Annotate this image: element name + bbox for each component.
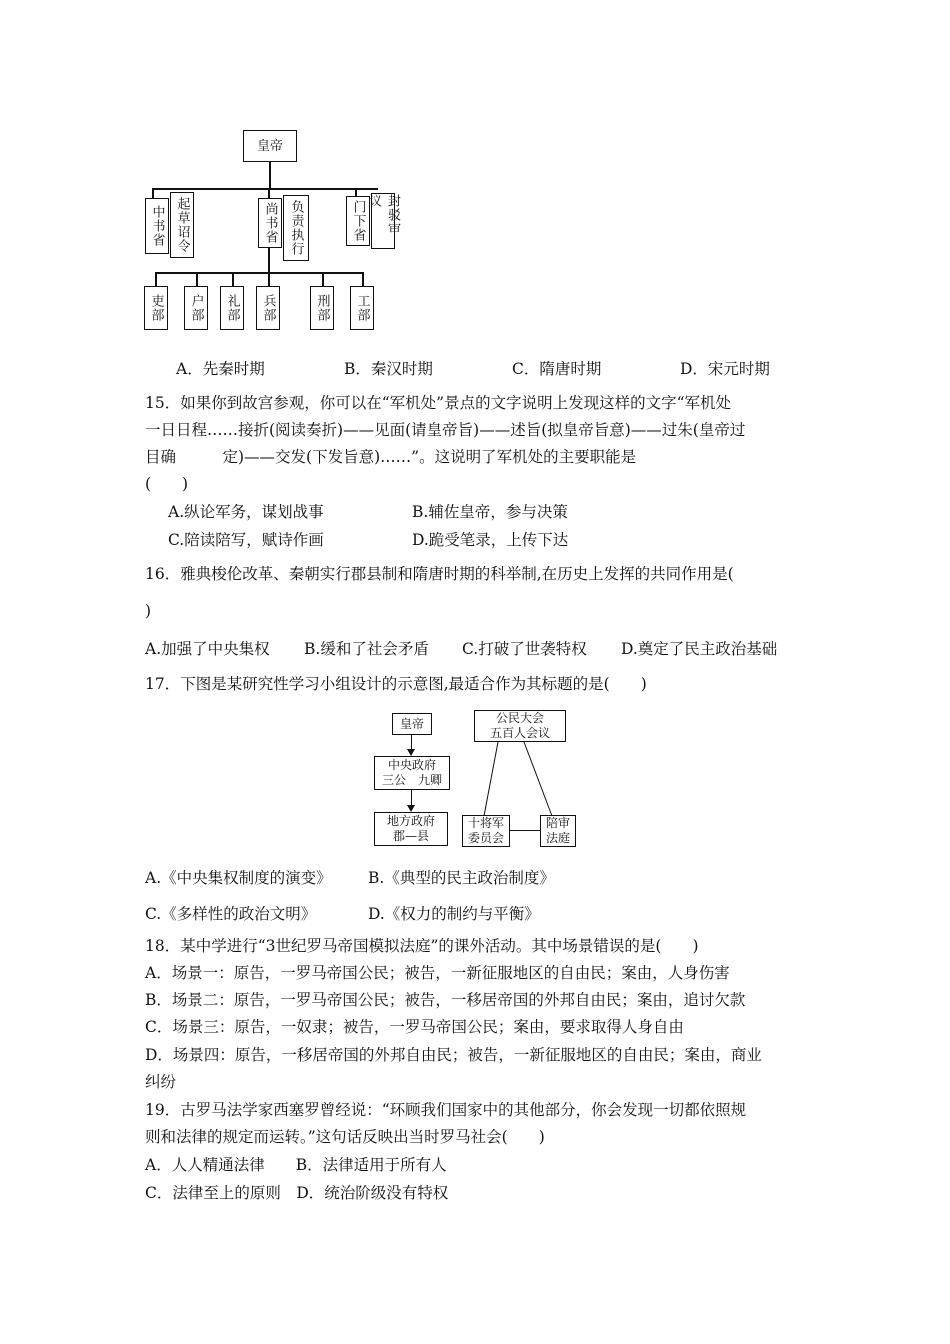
q19-options-row1: A．人人精通法律 B．法律适用于所有人 [145, 1156, 447, 1174]
q18-option-d-line2: 纠纷 [145, 1073, 177, 1091]
jury-court-box [540, 815, 576, 847]
emperor-label: 皇帝 [399, 716, 424, 731]
connector [155, 272, 157, 286]
ministry-hu-box [184, 286, 208, 330]
connector [152, 188, 154, 198]
citizens-assembly-label: 公民大会 [495, 711, 544, 725]
connector [362, 272, 364, 286]
shangshu-role-label: 负责执行 [288, 200, 304, 256]
shangshu-dept-box [258, 198, 282, 248]
connector [196, 272, 198, 286]
q17-option-b: B.《典型的民主政治制度》 [368, 869, 555, 887]
q17-option-d: D.《权力的制约与平衡》 [368, 905, 540, 923]
q19-options-row2: C．法律至上的原则 D．统治阶级没有特权 [145, 1184, 449, 1202]
local-government-box [374, 812, 448, 846]
central-government-box [374, 756, 450, 790]
ministry-bing-box [256, 286, 280, 330]
q16-option-d: D.奠定了民主政治基础 [621, 640, 778, 658]
connector [268, 248, 270, 272]
jury-label: 陪审 [545, 816, 570, 830]
arrow-down-icon [407, 749, 415, 756]
ministry-xing-box [310, 286, 334, 330]
connector [268, 272, 270, 286]
zhongshu-dept-box [145, 198, 169, 254]
shangshu-label: 尚书省 [262, 202, 278, 244]
ministry-label: 刑部 [314, 294, 330, 322]
arrow-down-icon [407, 805, 415, 812]
q19-stem-line2: 则和法律的规定而运转。”这句话反映出当时罗马社会( ) [145, 1128, 545, 1146]
q16-stem-line2: ) [145, 602, 152, 620]
ministry-label: 吏部 [148, 294, 164, 322]
court-label: 法庭 [545, 831, 570, 845]
q15-stem-line4: ( ) [145, 475, 189, 493]
ministry-label: 礼部 [224, 294, 240, 322]
q14-option-a: A．先秦时期 [176, 360, 265, 378]
emperor-label: 皇帝 [256, 138, 283, 154]
menxia-role-label: 封驳审议 [366, 194, 400, 236]
zhongshu-role-box [170, 192, 194, 258]
q16-option-c: C.打破了世袭特权 [462, 640, 587, 658]
connector-right [524, 742, 552, 816]
connector [269, 162, 271, 188]
connector [510, 830, 540, 831]
connector [155, 272, 362, 274]
ministry-label: 兵部 [260, 294, 276, 322]
q18-option-d-line1: D．场景四：原告，一移居帝国的外邦自由民；被告，一新征服地区的自由民；案由，商业 [145, 1046, 762, 1064]
q15-option-c: C.陪读陪写，赋诗作画 [168, 531, 324, 549]
ministry-rites-box [220, 286, 244, 330]
emperor-box [243, 130, 297, 162]
zhongshu-role-label: 起草诏令 [174, 197, 190, 253]
emperor-box [392, 713, 432, 735]
ten-generals-box [462, 815, 510, 847]
local-levels-label: 郡—县 [392, 829, 429, 843]
diagonal-connectors [460, 740, 580, 818]
menxia-label: 门下省 [350, 200, 366, 242]
connector [355, 188, 357, 196]
menxia-role-box [366, 193, 400, 249]
q15-stem-line3: 目确 定)——交发(下发旨意)……”。这说明了军机处的主要职能是 [145, 448, 637, 466]
citizens-assembly-box [474, 710, 566, 742]
q16-option-b: B.缓和了社会矛盾 [304, 640, 429, 658]
shangshu-role-box [283, 195, 309, 261]
committee-label: 委员会 [467, 831, 504, 845]
q14-option-b: B．秦汉时期 [344, 360, 433, 378]
local-government-label: 地方政府 [386, 814, 435, 828]
q15-stem-line1: 15．如果你到故宫参观，你可以在“军机处”景点的文字说明上发现这样的文字“军机处 [145, 394, 731, 412]
connector [268, 188, 270, 198]
connector [152, 188, 378, 190]
q14-option-d: D．宋元时期 [680, 360, 770, 378]
connector [232, 272, 234, 286]
q16-stem-line1: 16．雅典梭伦改革、秦朝实行郡县制和隋唐时期的科举制,在历史上发挥的共同作用是( [145, 565, 734, 583]
connector [322, 272, 324, 286]
q17-option-c: C.《多样性的政治文明》 [145, 905, 317, 923]
ministry-label: 工部 [354, 294, 370, 322]
q18-option-c: C．场景三：原告，一奴隶；被告，一罗马帝国公民；案由，要求取得人身自由 [145, 1018, 684, 1036]
central-officials-label: 三公 九卿 [381, 773, 442, 787]
q15-option-b: B.辅佐皇帝，参与决策 [412, 503, 568, 521]
q19-stem-line1: 19．古罗马法学家西塞罗曾经说：“环顾我们国家中的其他部分，你会发现一切都依照规 [145, 1101, 747, 1119]
q15-option-d: D.跪受笔录，上传下达 [412, 531, 569, 549]
q17-option-a: A.《中央集权制度的演变》 [145, 869, 332, 887]
ten-generals-label: 十将军 [467, 816, 504, 830]
ministry-label: 户部 [188, 294, 204, 322]
q14-option-c: C．隋唐时期 [512, 360, 602, 378]
ministry-li-box [144, 286, 168, 330]
connector-left [484, 742, 498, 816]
council-500-label: 五百人会议 [489, 726, 550, 740]
central-government-label: 中央政府 [387, 758, 436, 772]
q18-option-a: A．场景一：原告，一罗马帝国公民；被告，一新征服地区的自由民；案由，人身伤害 [145, 964, 730, 982]
q18-stem-line1: 18．某中学进行“3世纪罗马帝国模拟法庭”的课外活动。其中场景错误的是( ) [145, 937, 699, 955]
q15-option-a: A.纵论军务，谋划战事 [168, 503, 324, 521]
ministry-gong-box [350, 286, 374, 330]
q17-stem-line1: 17．下图是某研究性学习小组设计的示意图,最适合作为其标题的是( ) [145, 675, 647, 693]
zhongshu-label: 中书省 [149, 205, 165, 247]
q18-option-b: B．场景二：原告，一罗马帝国公民；被告，一移居帝国的外邦自由民；案由，追讨欠款 [145, 991, 746, 1009]
q15-stem-line2: 一日日程……接折(阅读奏折)——见面(请皇帝旨)——述旨(拟皇帝旨意)——过朱(皇帝过 [145, 421, 746, 439]
q16-option-a: A.加强了中央集权 [145, 640, 270, 658]
